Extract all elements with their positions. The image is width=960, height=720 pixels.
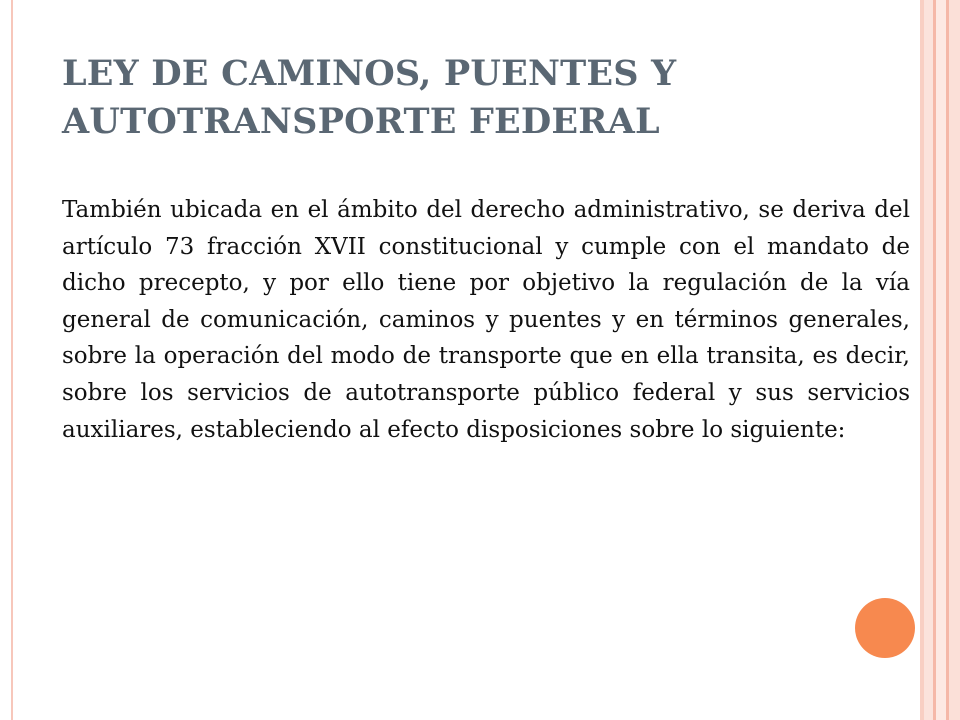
right-decorative-stripe <box>936 0 946 720</box>
slide-title: LEY DE CAMINOS, PUENTES Y AUTOTRANSPORTE FEDERAL <box>62 53 677 142</box>
right-decorative-stripe <box>949 0 960 720</box>
left-border-line <box>11 0 13 720</box>
slide-body-text: También ubicada en el ámbito del derecho administrativo, se deriva del artículo 73 fracción XVII constitucional y cumple con el mandato de dicho precepto, y por ello tiene por objetivo la regulación de la vía general de comunicación, caminos y puentes y en términos generales, sobre la operación del modo de transporte que en ella transita, es decir, sobre los servicios de autotransporte público federal y sus servicios auxiliares, estableciendo al efecto disposiciones sobre lo siguiente: <box>62 197 910 443</box>
accent-circle <box>855 598 915 658</box>
right-decorative-stripe <box>924 0 933 720</box>
